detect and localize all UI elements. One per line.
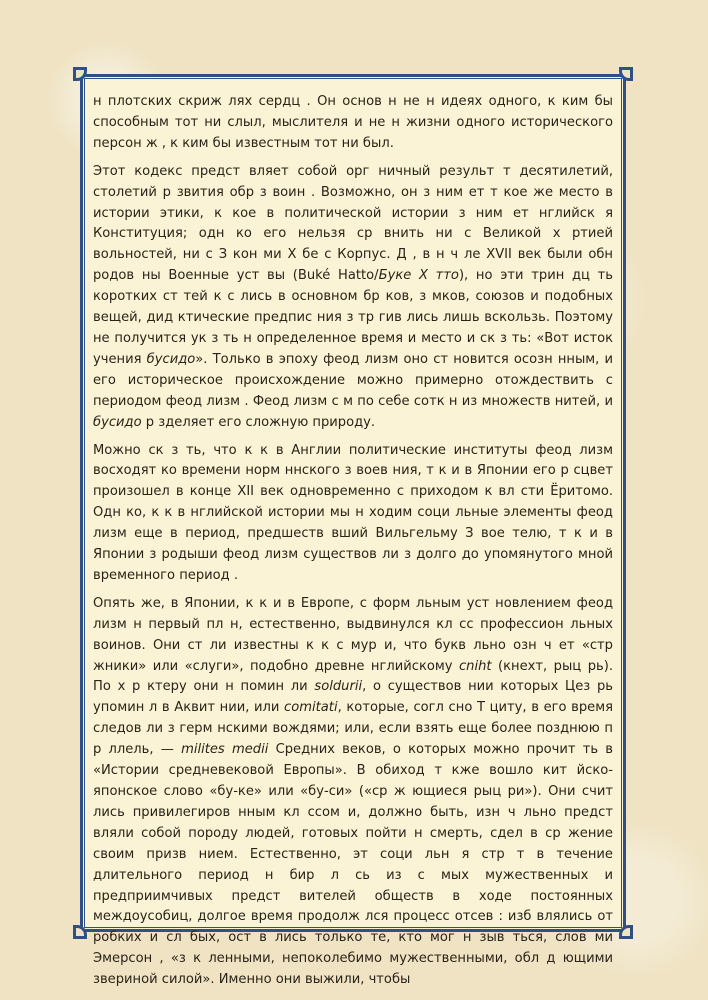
italic-term: milites medii	[181, 742, 269, 758]
text-run: р зделяет его сложную природу.	[141, 414, 376, 430]
italic-term: Буке Х тто	[378, 268, 459, 284]
page-text	[93, 92, 613, 998]
text-run: , которые, согл сно Т циту, в его время следов ли з герм нскими вождями; или, если взять еще более позднюю п р ллель, —	[93, 700, 613, 758]
italic-term: comitati	[284, 700, 338, 716]
text-run: (кнехт, рыц рь). По х р ктеру они н помин ли	[93, 658, 613, 695]
frame-corner-ornament	[619, 925, 633, 939]
italic-term: бусидо	[146, 351, 196, 367]
italic-term: soldurii	[314, 679, 363, 695]
text-run: Этот кодекс предст вляет собой орг ничный результ т десятилетий, столетий р звития обр з воин . Возможно, он з ним ет т кое же место в истории этики, к кое в политической истории з ним ет нглийск я Конституция; одн ко его нельзя ср внить ни с Великой х ртией вольностей, ни с З кон ми Х бе с Корпус. Д , в н ч ле XVII век были обн родов ны Военные уст вы (Buké Hatto/	[93, 163, 613, 284]
text-run: ), но эти трин дц ть коротких ст тей к с лись в основном бр ков, з мков, союзов и подобных вещей, дид ктические предпис ния з тр гив лись лишь вскользь. Поэтому не получится ук з ть н определенное время и место и ск з ть: «Вот исток учения	[93, 268, 613, 367]
paragraph-1: н плотских скриж лях сердц . Он основ н не н идеях одного, к ким бы способным тот ни слыл, мыслителя и не н жизни одного исторического персон ж , к ким бы известным тот ни был.	[93, 94, 613, 151]
italic-term: бусидо	[93, 414, 142, 430]
text-run: ». Только в эпоху феод лизм оно ст новится осозн нным, и его историческое происхождение можно примерно отождествить с периодом феод лизм . Феод лизм с м по себе сотк н из множеств нитей, и	[93, 351, 613, 409]
paragraph-3: Можно ск з ть, что к к в Англии политические институты феод лизм восходят ко времени норм ннского з воев ния, т к и в Японии его р сцвет произошел в конце XII век одновременно с приходом к вл сти Ёритомо. Одн ко, к к в нглийской истории мы н ходим соци льные элементы феод лизм еще в период, предшеств вший Вильгельму З вое телю, т к и в Японии з родыши феод лизм существов ли з долго до упомянутого мной временного период .	[93, 442, 613, 583]
text-run: Опять же, в Японии, к к и в Европе, с форм льным уст новлением феод лизм н первый пл н, естественно, выдвинулся кл сс профессион льных воинов. Они ст ли известны к к с мур и, что букв льно озн ч ет «стр жники» или «слуги», подобно древне нглийскому	[93, 595, 613, 674]
italic-term: cniht	[458, 658, 492, 674]
text-run: Средних веков, о которых можно прочит ть в «Истории средневековой Европы». В обиход т кже вошло кит йско-японское слово «бу-ке» или «бу-си» («ср ж ющиеся рыц ри»). Они счит лись привилегиров нным кл ссом и, должно быть, изн ч льно предст вляли собой породу людей, готовых пойти н смерть, сдел в ср жение своим призв нием. Естественно, эт соци льн я стр т в течение длительного период н бир л сь из с мых мужественных и предприимчивых предст вителей обществ в ходе постоянных междоусобиц, долгое время продолж лся процесс отсев : изб влялись от робких и сл бых, ост в лись только те, кто мог н зыв ться, слов ми Эмерсон , «з к ленными, непоколебимо мужественными, обл д ющими звериной силой». Именно они выжили, чтобы	[93, 742, 613, 988]
paragraph-4	[93, 594, 613, 991]
paragraph-2	[93, 162, 613, 434]
text-run: , о существов нии которых Цез рь упомин л в Аквит нии, или	[93, 679, 613, 716]
